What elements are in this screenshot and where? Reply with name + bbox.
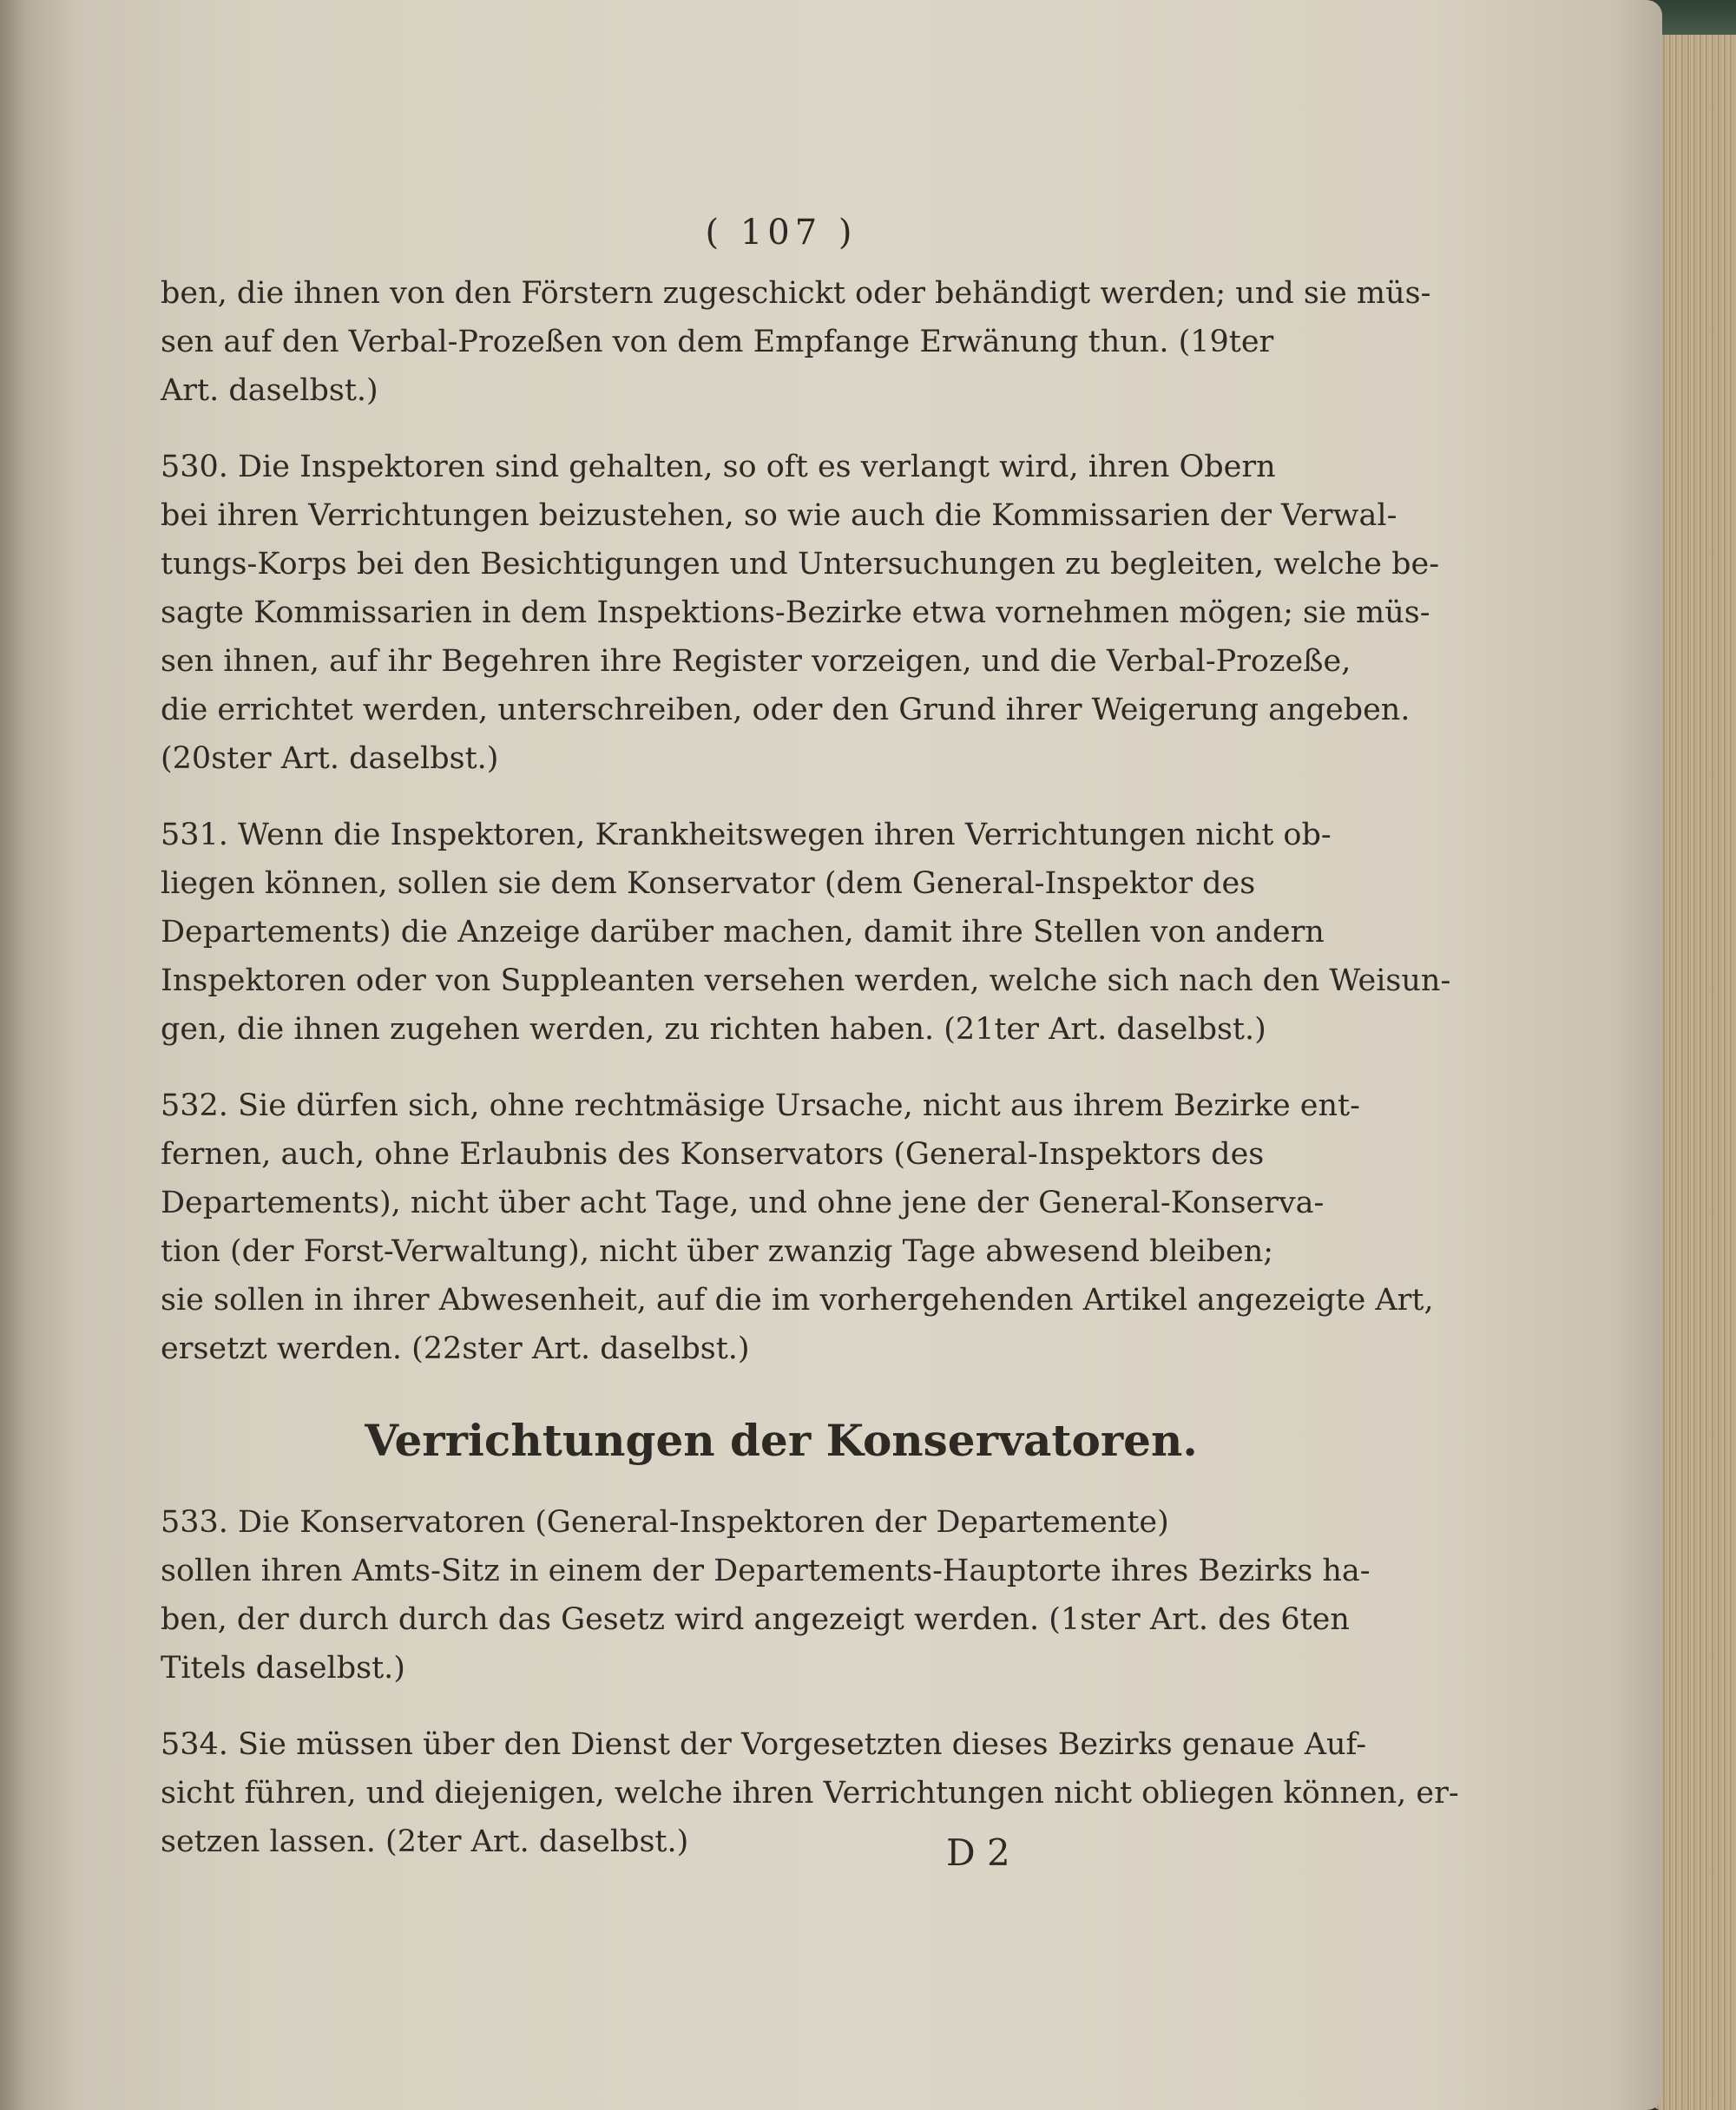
text-line: bei ihren Verrichtungen beizustehen, so wie auch die Kommissarien der Verwal- [161, 498, 1397, 533]
text-line: sollen ihren Amts-Sitz in einem der Departements-Hauptorte ihres Bezirks ha- [161, 1554, 1371, 1588]
text-line: 532. Sie dürfen sich, ohne rechtmäsige Ursache, nicht aus ihrem Bezirke ent- [161, 1088, 1360, 1123]
text-line: tungs-Korps bei den Besichtigungen und Untersuchungen zu begleiten, welche be- [161, 547, 1440, 582]
paragraph [161, 1720, 1459, 1866]
text-line: sen auf den Verbal-Prozeßen von dem Empfange Erwänung thun. (19ter [161, 325, 1274, 359]
page-edges [1654, 35, 1736, 2110]
text-line: Titels daselbst.) [161, 1651, 405, 1686]
page-number: ( 107 ) [705, 213, 858, 253]
paragraph-list [161, 269, 1451, 1373]
paragraph [161, 1081, 1434, 1373]
paragraph [161, 811, 1451, 1054]
text-line: sen ihnen, auf ihr Begehren ihre Register vorzeigen, und die Verbal-Prozeße, [161, 644, 1351, 679]
text-line: Departements) die Anzeige darüber machen, damit ihre Stellen von andern [161, 915, 1325, 950]
text-line: ben, die ihnen von den Förstern zugeschickt oder behändigt werden; und sie müs- [161, 276, 1431, 311]
section-heading: Verrichtungen der Konservatoren. [365, 1415, 1198, 1466]
text-line: sicht führen, und diejenigen, welche ihren Verrichtungen nicht obliegen können, er- [161, 1776, 1459, 1811]
text-line: ersetzt werden. (22ster Art. daselbst.) [161, 1331, 750, 1366]
paragraph [161, 269, 1431, 415]
paragraph [161, 443, 1440, 783]
page-text [161, 208, 1459, 1894]
text-line: gen, die ihnen zugehen werden, zu richten haben. (21ter Art. daselbst.) [161, 1012, 1266, 1047]
paragraph [161, 1498, 1402, 1693]
text-line: 531. Wenn die Inspektoren, Krankheitswegen ihren Verrichtungen nicht ob- [161, 818, 1332, 852]
text-line: 533. Die Konservatoren (General-Inspektoren der Departemente) [161, 1505, 1169, 1540]
text-line: setzen lassen. (2ter Art. daselbst.) [161, 1824, 689, 1859]
text-line: die errichtet werden, unterschreiben, oder den Grund ihrer Weigerung angeben. [161, 693, 1410, 727]
text-line: liegen können, sollen sie dem Konservator (dem General-Inspektor des [161, 866, 1256, 901]
text-line: fernen, auch, ohne Erlaubnis des Konservators (General-Inspektors des [161, 1137, 1265, 1172]
text-line: 530. Die Inspektoren sind gehalten, so oft es verlangt wird, ihren Obern [161, 450, 1276, 484]
text-line: sagte Kommissarien in dem Inspektions-Bezirke etwa vornehmen mögen; sie müs- [161, 595, 1430, 630]
text-line: 534. Sie müssen über den Dienst der Vorgesetzten dieses Bezirks genaue Auf- [161, 1727, 1367, 1762]
text-line: Art. daselbst.) [161, 373, 378, 408]
text-line: tion (der Forst-Verwaltung), nicht über zwanzig Tage abwesend bleiben; [161, 1234, 1274, 1269]
text-line: Inspektoren oder von Suppleanten versehen werden, welche sich nach den Weisun- [161, 963, 1451, 998]
text-line: sie sollen in ihrer Abwesenheit, auf die im vorhergehenden Artikel angezeigte Art, [161, 1283, 1434, 1318]
text-line: Departements), nicht über acht Tage, und ohne jene der General-Konserva- [161, 1186, 1325, 1220]
section-paragraph-list [161, 1498, 1459, 1866]
signature-mark: D 2 [946, 1831, 1010, 1874]
text-line: (20ster Art. daselbst.) [161, 741, 499, 776]
text-line: ben, der durch durch das Gesetz wird angezeigt werden. (1ster Art. des 6ten [161, 1602, 1350, 1637]
